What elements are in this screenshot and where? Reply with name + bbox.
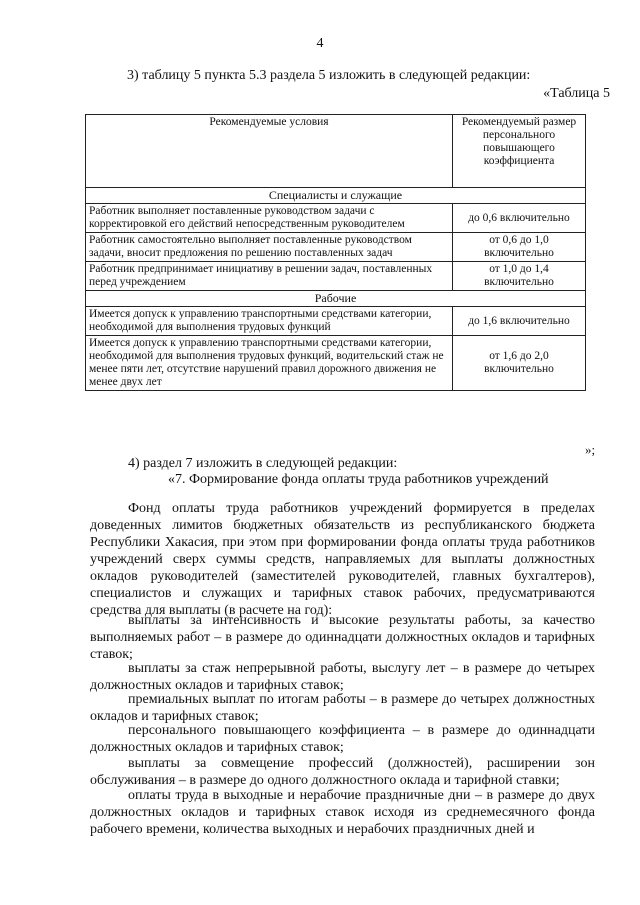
table-caption: «Таблица 5 [543,86,610,101]
coefficient-cell: до 1,6 включительно [453,307,586,336]
section-workers: Рабочие [86,291,586,307]
section-row [86,188,586,204]
coefficient-cell: от 1,6 до 2,0 включительно [453,336,586,391]
amendment-item-4: 4) раздел 7 изложить в следующей редакции: [128,456,398,471]
paragraph: выплаты за совмещение профессий (должностей), расширении зон обслуживания – в размере до одного должностного оклада и тарифной ставки; [90,756,595,788]
section-row [86,291,586,307]
page-number: 4 [316,36,324,51]
coefficient-table [85,114,586,391]
condition-cell: Имеется допуск к управлению транспортными средствами категории, необходимой для выполнения трудовых функций, водительский стаж не менее пяти лет, отсутствие нарушений правил дорожного движения не менее двух лет [86,336,453,391]
table-row [86,262,586,291]
coefficient-cell: до 0,6 включительно [453,204,586,233]
condition-cell: Имеется допуск к управлению транспортными средствами категории, необходимой для выполнения трудовых функций [86,307,453,336]
table-row [86,336,586,391]
table-end-mark: »; [585,442,596,457]
header-conditions: Рекомендуемые условия [86,115,453,188]
coefficient-cell: от 1,0 до 1,4 включительно [453,262,586,291]
table-header-row [86,115,586,188]
condition-cell: Работник выполняет поставленные руководством задачи с корректировкой его действий непосредственным руководителем [86,204,453,233]
condition-cell: Работник самостоятельно выполняет поставленные руководством задачи, вносит предложения по решению поставленных задач [86,233,453,262]
amendment-intro: 3) таблицу 5 пункта 5.3 раздела 5 изложить в следующей редакции: [127,68,531,83]
table-row [86,233,586,262]
table-row [86,307,586,336]
header-coefficient: Рекомендуемый размер персонального повышающего коэффициента [453,115,586,188]
paragraph: выплаты за интенсивность и высокие результаты работы, за качество выполняемых работ – в размере до одиннадцати должностных окладов и тарифных ставок; [90,613,595,662]
paragraph: премиальных выплат по итогам работы – в размере до четырех должностных окладов и тарифных ставок; [90,692,595,724]
paragraph: Фонд оплаты труда работников учреждений формируется в пределах доведенных лимитов бюджетных обязательств из республиканского бюджета Республики Хакасия, при этом при формировании фонда оплаты труда работников учреждений сверх суммы средств, направляемых для выплаты должностных окладов руководителей (заместителей руководителей, главных бухгалтеров), специалистов и служащих и тарифных ставок рабочих, предусматриваются средства для выплаты (в расчете на год): [90,501,595,618]
paragraph: оплаты труда в выходные и нерабочие праздничные дни – в размере до двух должностных окладов и тарифных ставок исходя из среднемесячного фонда рабочего времени, количества выходных и нерабочих праздничных дней и [90,788,595,837]
section-specialists: Специалисты и служащие [86,188,586,204]
section-7-title: «7. Формирование фонда оплаты труда работников учреждений [168,472,549,487]
paragraph: выплаты за стаж непрерывной работы, выслугу лет – в размере до четырех должностных окладов и тарифных ставок; [90,661,595,693]
condition-cell: Работник предпринимает инициативу в решении задач, поставленных перед учреждением [86,262,453,291]
table-row [86,204,586,233]
coefficient-cell: от 0,6 до 1,0 включительно [453,233,586,262]
paragraph: персонального повышающего коэффициента – в размере до одиннадцати должностных окладов и тарифных ставок; [90,723,595,755]
